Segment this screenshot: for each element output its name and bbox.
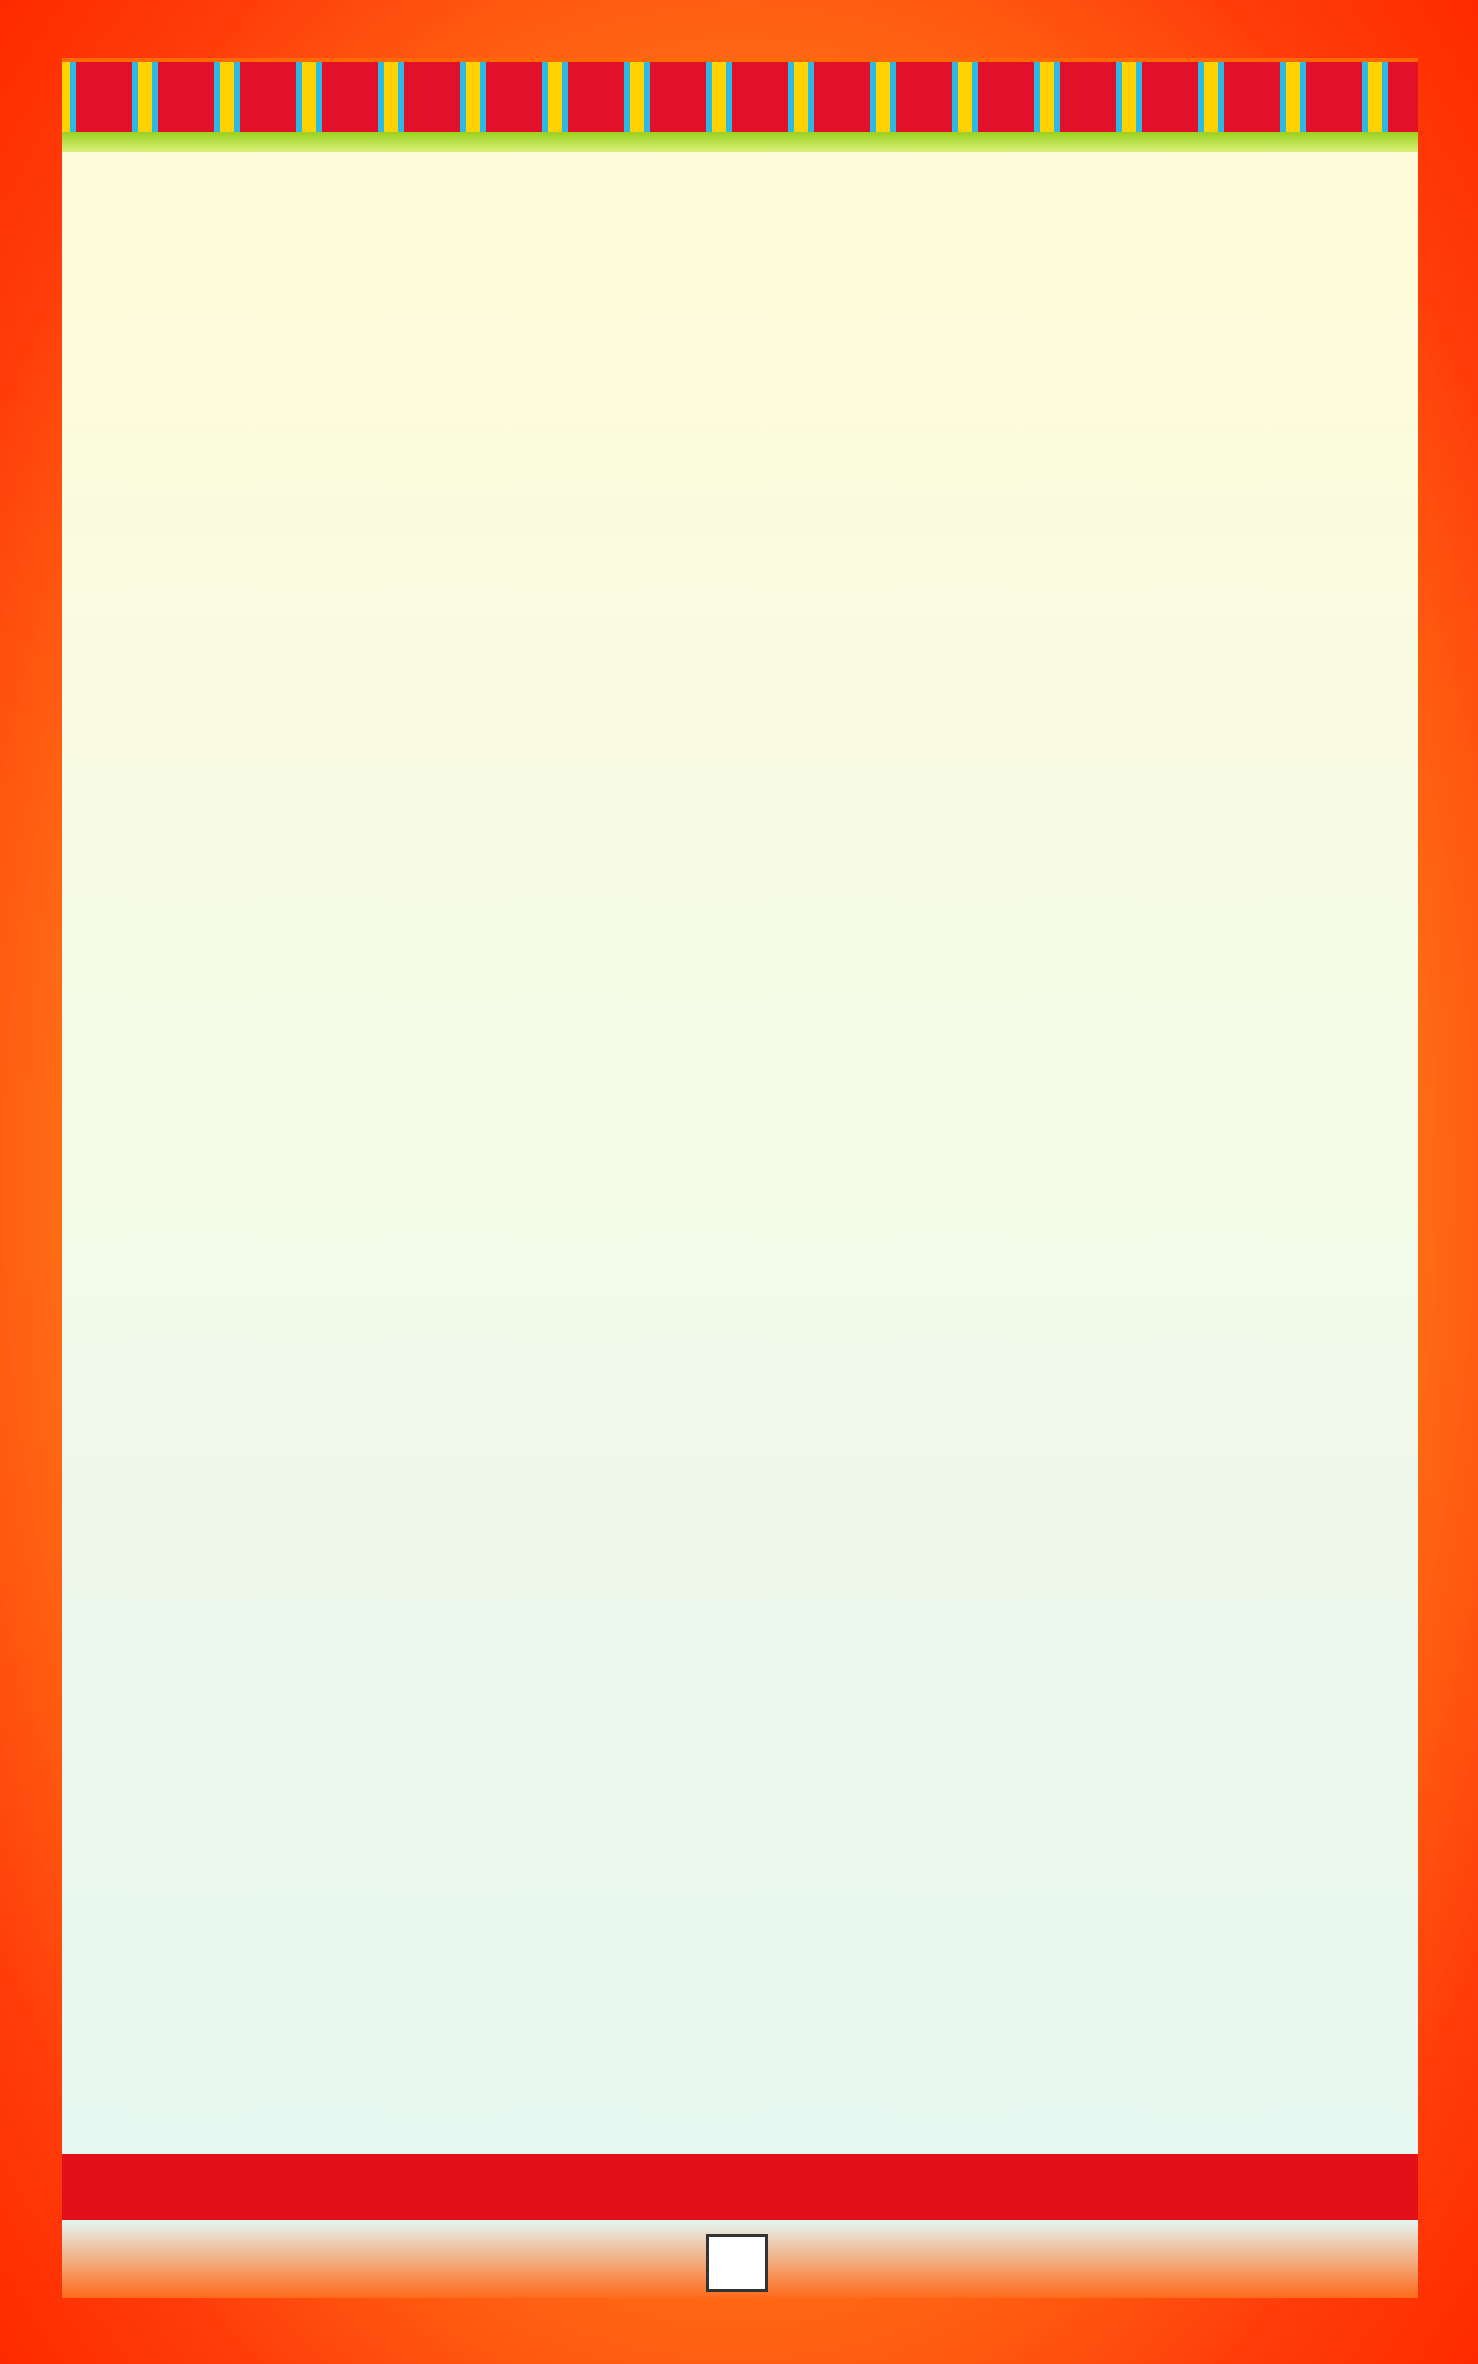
- green-leaf-strip: [62, 132, 1418, 152]
- footer-dedication-banner: [62, 2154, 1418, 2220]
- decorative-flower-border-top: [62, 58, 1418, 132]
- page-card: [62, 58, 1418, 2298]
- page-number: [706, 2234, 768, 2292]
- flower-border-icons: [62, 62, 1418, 132]
